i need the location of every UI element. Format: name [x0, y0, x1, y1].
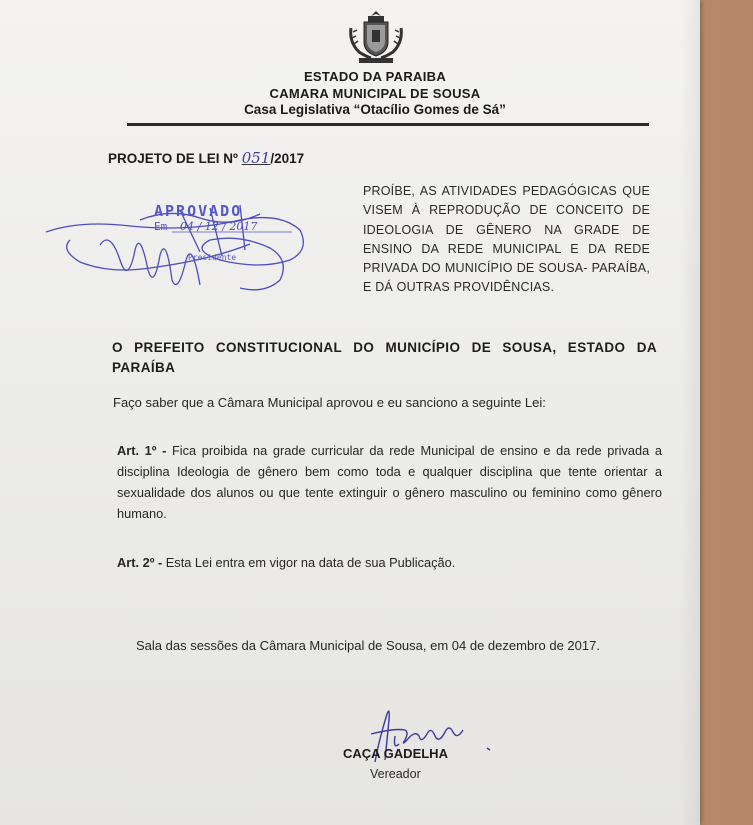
article-2-text: Esta Lei entra em vigor na data de sua Publicação. — [162, 555, 456, 570]
stamp-date: 04 / 12 / 2017 — [180, 220, 258, 233]
header-divider — [127, 123, 649, 126]
header-state: ESTADO DA PARAIBA — [303, 69, 447, 84]
article-2 — [117, 555, 455, 570]
preamble: O PREFEITO CONSTITUCIONAL DO MUNICÍPIO DE SOUSA, ESTADO DA PARAÍBA — [112, 340, 657, 375]
header-chamber: CAMARA MUNICIPAL DE SOUSA — [269, 86, 481, 101]
stamp-date-prefix: Em — [154, 220, 168, 233]
bill-prefix: PROJETO DE LEI Nº — [108, 151, 242, 166]
bill-year: /2017 — [270, 151, 305, 166]
approval-stamp — [40, 190, 340, 300]
bill-number: 051 — [241, 149, 271, 167]
article-1-label: Art. 1º - — [117, 443, 167, 458]
article-2-label: Art. 2º - — [117, 555, 163, 570]
session-date-line: Sala das sessões da Câmara Municipal de Sousa, em 04 de dezembro de 2017. — [136, 638, 600, 653]
enactment-clause: Faço saber que a Câmara Municipal aprovou e eu sanciono a seguinte Lei: — [113, 395, 546, 410]
signer-name: CAÇA GADELHA — [343, 746, 448, 761]
stamp-role: Presidente — [188, 253, 237, 262]
signer-role: Vereador — [370, 767, 421, 781]
stamp-status: APROVADO — [154, 202, 243, 220]
article-1 — [117, 440, 662, 524]
page-edge-shadow — [680, 0, 700, 825]
coat-of-arms-icon — [345, 8, 407, 66]
header-house: Casa Legislativa “Otacílio Gomes de Sá” — [244, 102, 506, 117]
article-1-text: Fica proibida na grade curricular da rede Municipal de ensino e da rede privada a disciplina Ideologia de gênero bem como toda e qualquer disciplina que tente orientar a sexualidade dos alunos ou que tente extinguir o gênero masculino ou feminino como gênero humano. — [117, 443, 662, 521]
bill-summary: PROÍBE, AS ATIVIDADES PEDAGÓGICAS QUE VISEM À REPRODUÇÃO DE CONCEITO DE IDEOLOGIA DE GÊNERO NA GRADE DE ENSINO DA REDE MUNICIPAL E DA REDE PRIVADA DO MUNICÍPIO DE SOUSA- PARAÍBA, E DÁ OUTRAS PROVIDÊNCIAS. — [363, 184, 650, 295]
bill-title — [108, 149, 304, 167]
